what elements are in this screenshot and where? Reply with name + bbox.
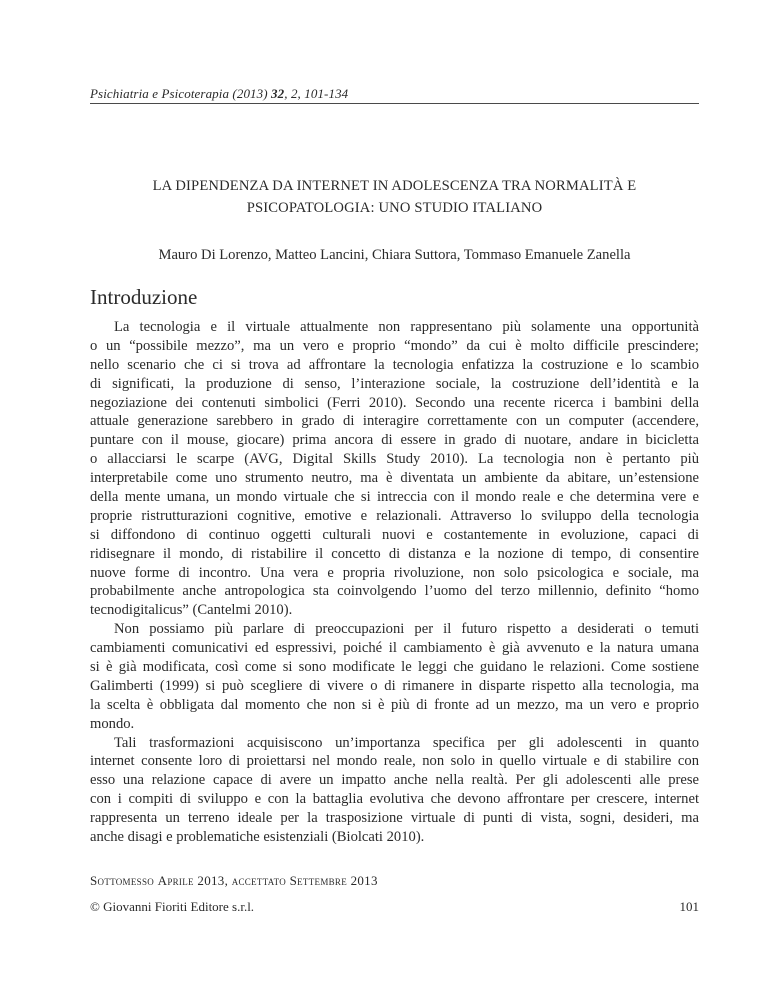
body-line: tecnodigitalicus” (Cantelmi 2010). — [90, 602, 293, 619]
body-line: probabilmente anche antropologica sta coinvolgendo l’uomo del terzo millennio, definito “homo — [90, 583, 699, 600]
body-line: mondo. — [90, 715, 135, 732]
article-title — [90, 175, 699, 219]
submission-dates — [90, 873, 378, 889]
article-title-line-2: PSICOPATOLOGIA: UNO STUDIO ITALIANO — [246, 200, 543, 216]
accepted-label: accettato — [231, 873, 287, 888]
body-line: con i compiti di sviluppo e con la battaglia evolutiva che devono affrontare per crescere, internet — [90, 791, 699, 808]
body-line: negoziazione dei contenuti simbolici (Ferri 2010). Secondo una recente ricerca i bambini della — [90, 394, 699, 411]
body-line: esso una relazione capace di avere un impatto anche nella realtà. Per gli adolescenti alle prese — [90, 772, 699, 789]
body-line: rappresenta un terreno ideale per la trasposizione virtuale di punti di vista, sogni, desideri, ma — [90, 810, 699, 827]
body-line: attuale generazione sarebbero in grado di interagire correttamente con un computer (accendere, — [90, 413, 699, 430]
submitted-label: Sottomesso — [90, 873, 155, 888]
body-line: ridisegnare il mondo, di ristabilire il concetto di distanza e la nozione di tempo, di consentire — [90, 545, 699, 562]
body-text — [90, 318, 699, 847]
body-line: si diffondono di continuo oggetti culturali nuovi e costantemente in evoluzione, capaci di — [90, 526, 699, 543]
body-line: Non possiamo più parlare di preoccupazioni per il futuro rispetto a desiderati o temuti — [114, 621, 699, 638]
journal-citation: Psichiatria e Psicoterapia (2013) — [90, 86, 272, 101]
body-line: o allacciarsi le scarpe (AVG, Digital Skills Study 2010). La tecnologia non è pertanto più — [90, 451, 699, 468]
author-list: Mauro Di Lorenzo, Matteo Lancini, Chiara Suttora, Tommaso Emanuele Zanella — [158, 247, 631, 263]
body-line: anche disagi e problematiche esistenziali (Biolcati 2010). — [90, 829, 425, 846]
copyright-notice: © Giovanni Fioriti Editore s.r.l. — [90, 899, 255, 914]
accepted-month: Settembre — [289, 873, 348, 888]
body-line: nello scenario che ci si trova ad affrontare la tecnologia enfatizza la costruzione e lo scambio — [90, 356, 699, 373]
running-head — [90, 86, 699, 104]
body-line: puntare con il mouse, giocare) prima ancora di essere in grado di nuotare, andare in bicicletta — [90, 432, 699, 449]
page-number: 101 — [679, 899, 699, 914]
body-line: Galimberti (1999) si può scegliere di vivere o di rimanere in disparte rispetto alla tecnologia, ma — [90, 677, 699, 694]
accepted-year: 2013 — [347, 873, 378, 888]
submitted-year: 2013, — [193, 873, 232, 888]
body-line: interpretabile come uno strumento neutro, ma è diventata un ambiente da abitare, un’estensione — [90, 470, 699, 487]
body-line: proprie ristrutturazioni cognitive, emotive e relazionali. Attraverso lo sviluppo della tecnologia — [90, 507, 699, 524]
body-line: La tecnologia e il virtuale attualmente non rappresentano più solamente una opportunità — [114, 319, 699, 335]
body-line: internet consente loro di proiettarsi nel mondo reale, non solo in quello virtuale e di stabilire con — [90, 753, 699, 770]
body-line: si è già modificata, così come si sono modificate le leggi che guidano le relazioni. Come sostiene — [90, 659, 699, 676]
body-line: la scelta è obbligata dal momento che non si è più di fronte ad un mezzo, ma un vero e proprio — [90, 696, 699, 713]
body-line: Tali trasformazioni acquisiscono un’importanza specifica per gli adolescenti in quanto — [114, 734, 699, 751]
body-line: di significati, la produzione di senso, l’interazione sociale, la costruzione dell’identità e la — [90, 375, 699, 392]
article-title-line-1: LA DIPENDENZA DA INTERNET IN ADOLESCENZA TRA NORMALITÀ E — [152, 178, 637, 194]
body-line: cambiamenti comunicativi ed espressivi, poiché il cambiamento è già avvenuto e la natura umana — [90, 640, 699, 657]
body-line: della mente umana, un mondo virtuale che si intreccia con il mondo reale e che determina vere e — [90, 489, 699, 506]
body-line: nuove forme di incontro. Una vera e propria rivoluzione, non solo psicologica e sociale, ma — [90, 564, 699, 581]
body-line: o un “possibile mezzo”, ma un vero e proprio “mondo” da cui è molto difficile prescindere; — [90, 337, 699, 354]
section-heading: Introduzione — [90, 285, 198, 309]
journal-volume: 32 — [271, 86, 285, 101]
journal-issue-pages: , 2, 101-134 — [284, 86, 349, 101]
submitted-month: Aprile — [157, 873, 194, 888]
